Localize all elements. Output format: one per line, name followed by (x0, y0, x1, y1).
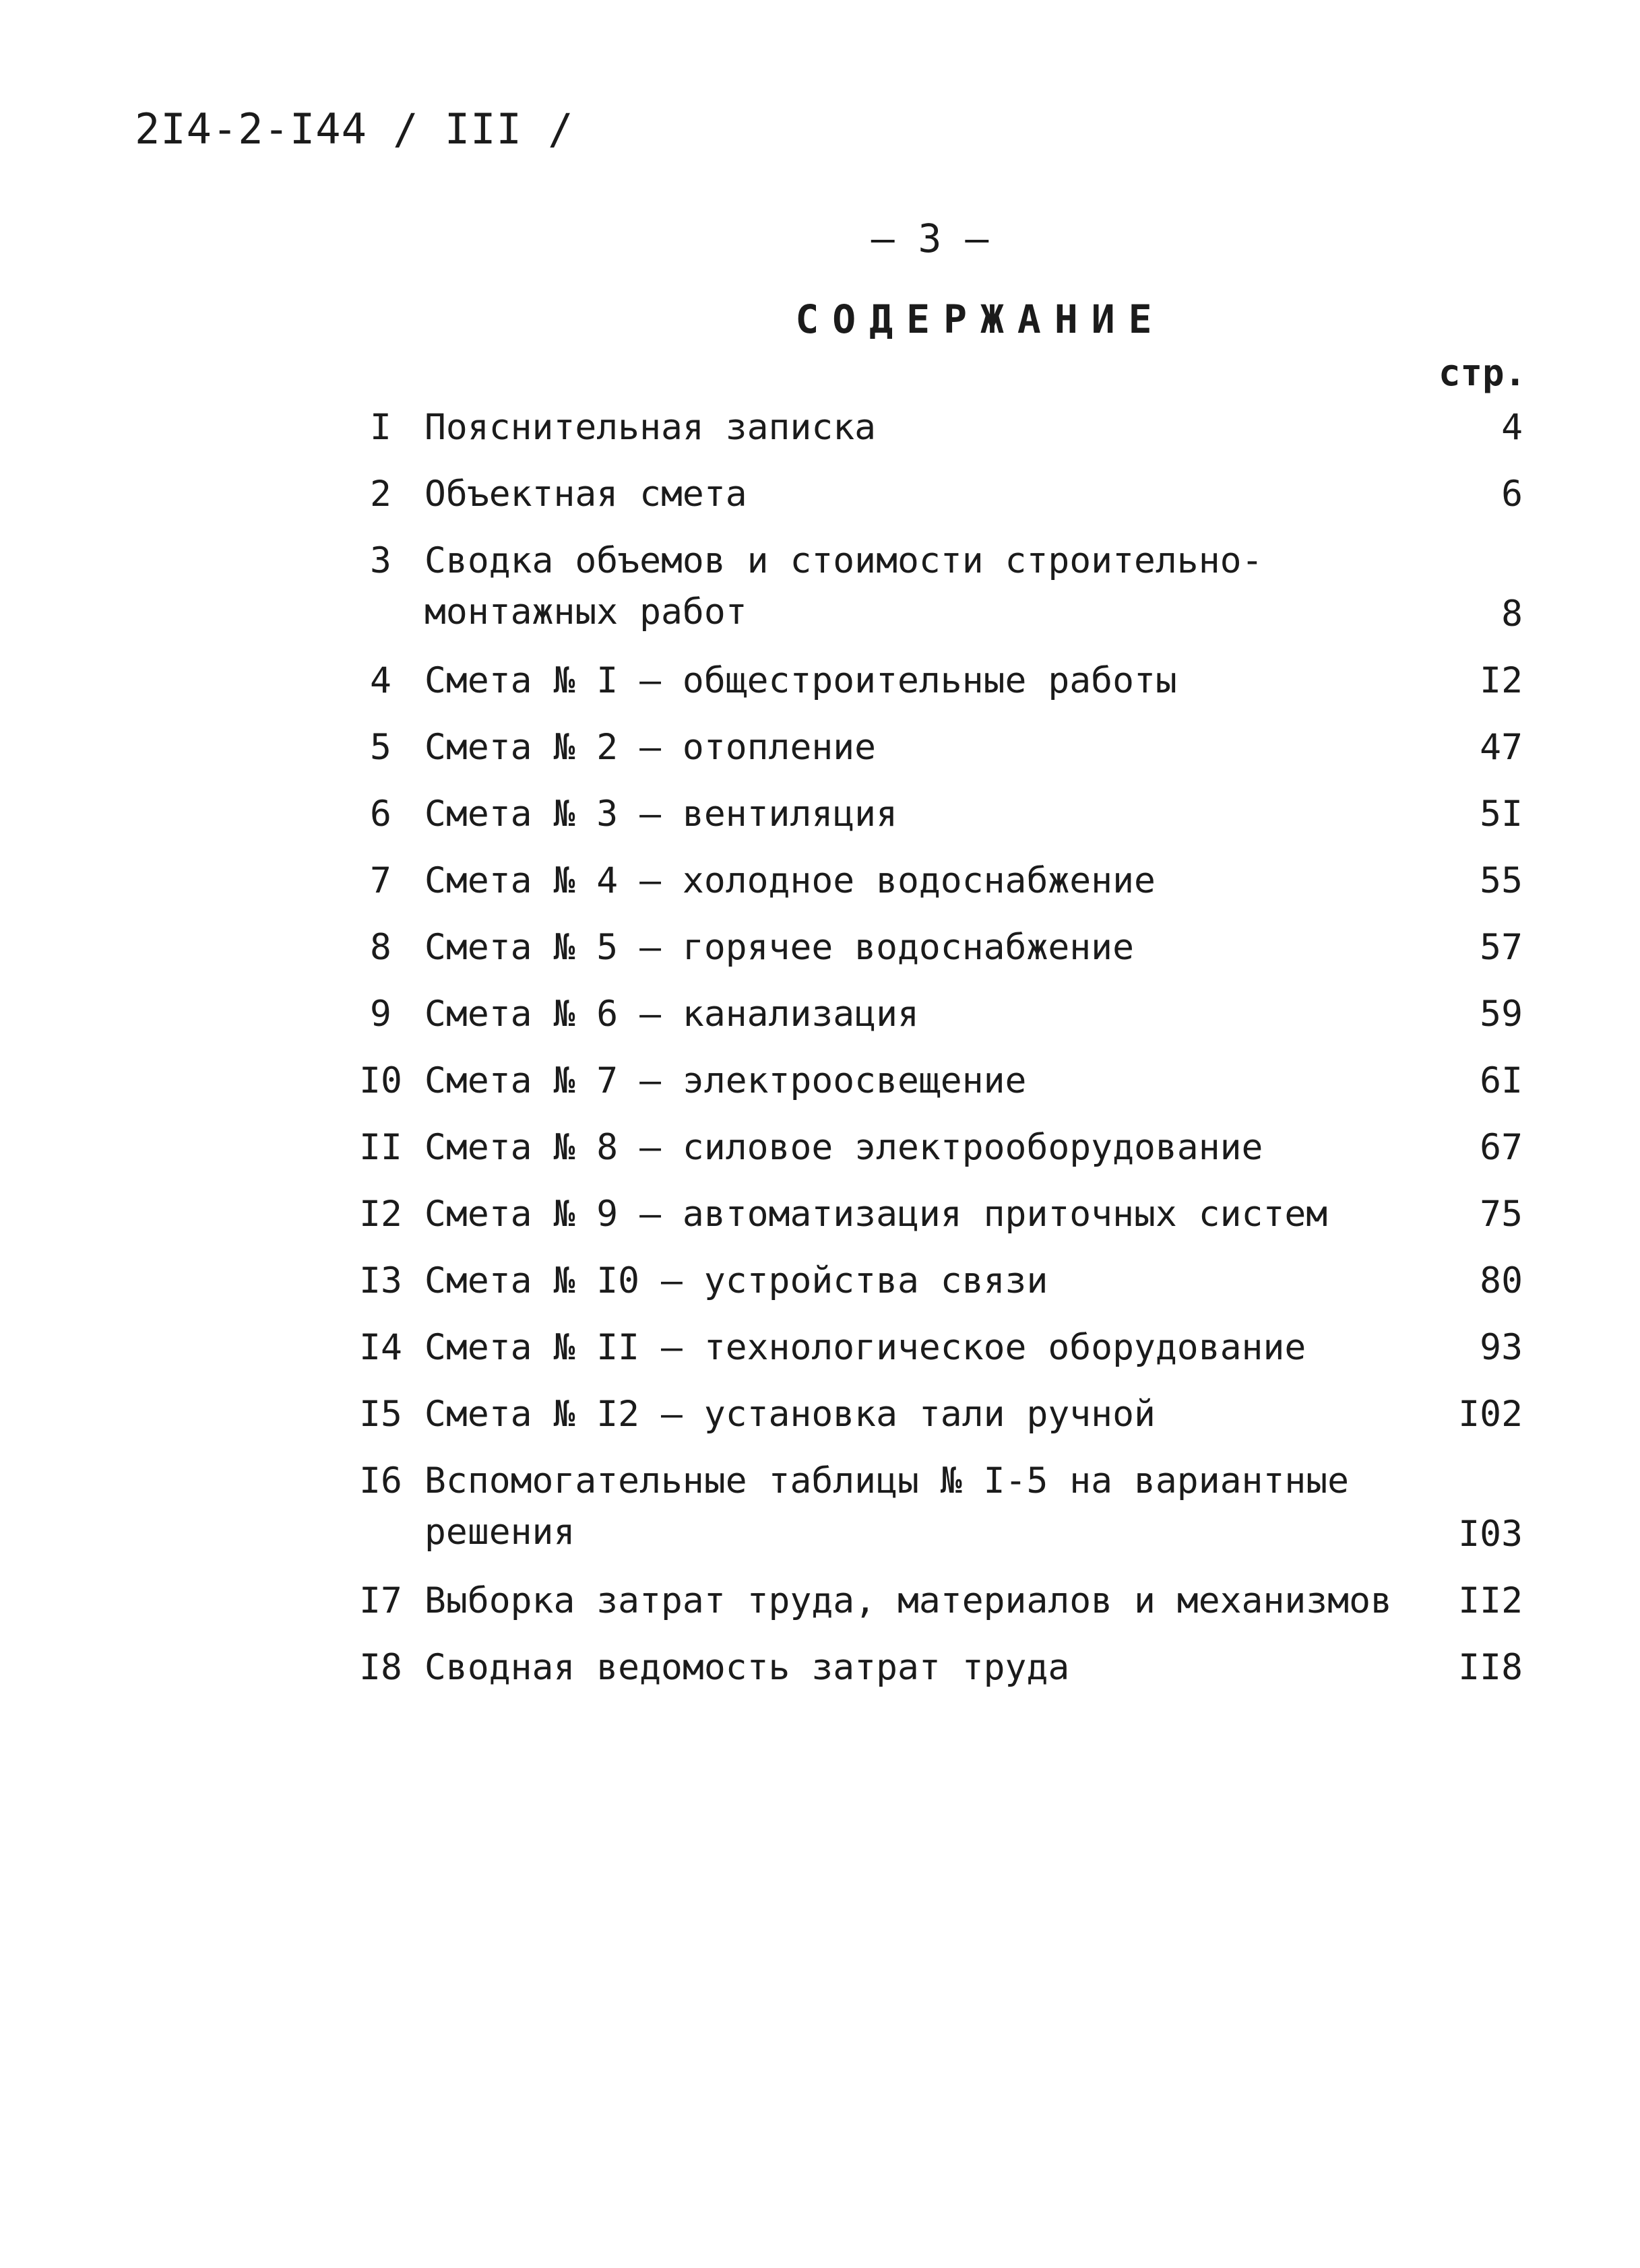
toc-entry-page: I2 (1480, 660, 1523, 701)
toc-entry-number: 6 (370, 793, 391, 835)
toc-entry-number: 4 (370, 660, 391, 701)
toc-entry (337, 1114, 1523, 1181)
toc-entry-title: Смета № I0 – устройства связи (424, 1260, 1048, 1301)
toc-entry-title: Смета № 2 – отопление (424, 727, 877, 768)
toc-entry-title: Смета № 4 – холодное водоснабжение (424, 860, 1156, 901)
toc-entry-number: I5 (359, 1394, 402, 1435)
toc-entry-title: Выборка затрат труда, материалов и механизмов (424, 1580, 1392, 1621)
toc-entry (337, 847, 1523, 914)
toc-entry-title: Смета № 8 – силовое электрооборудование (424, 1127, 1263, 1168)
toc-entry-page: 75 (1480, 1194, 1523, 1235)
toc-entry-number: II (359, 1127, 402, 1168)
toc-entry-number: I0 (359, 1060, 402, 1101)
toc-entry-title: Смета № II – технологическое оборудование (424, 1327, 1306, 1368)
toc-entry (337, 1248, 1523, 1314)
table-of-contents (337, 394, 1523, 1701)
toc-entry-page: 6I (1480, 1060, 1523, 1101)
toc-entry-title: Объектная смета (424, 474, 747, 515)
toc-title: СОДЕРЖАНИЕ (795, 296, 1166, 342)
toc-entry (337, 1448, 1523, 1567)
toc-entry (337, 647, 1523, 714)
toc-entry (337, 781, 1523, 847)
toc-entry-number: I8 (359, 1647, 402, 1688)
toc-entry-page: 55 (1480, 860, 1523, 901)
toc-entry-page: 8 (1501, 593, 1523, 635)
toc-entry (337, 981, 1523, 1047)
toc-entry-title: Пояснительная записка (424, 407, 877, 448)
toc-entry-title: Смета № 6 – канализация (424, 994, 919, 1035)
toc-entry (337, 1181, 1523, 1248)
toc-entry (337, 1381, 1523, 1448)
toc-entry-title: Вспомогательные таблицы № I-5 на вариантные решения (424, 1460, 1350, 1553)
toc-entry-number: 2 (370, 474, 391, 515)
page-number: – 3 – (871, 216, 989, 261)
toc-entry (337, 1567, 1523, 1634)
toc-entry-number: I7 (359, 1580, 402, 1621)
toc-entry-title: Смета № I2 – установка тали ручной (424, 1394, 1156, 1435)
toc-entry-title: Смета № 7 – электроосвещение (424, 1060, 1027, 1101)
toc-entry-page: 6 (1501, 474, 1523, 515)
toc-entry-page: 4 (1501, 407, 1523, 448)
toc-entry-page: 47 (1480, 727, 1523, 768)
toc-entry (337, 461, 1523, 527)
toc-entry-number: I3 (359, 1260, 402, 1301)
toc-entry (337, 914, 1523, 981)
toc-entry-number: 9 (370, 994, 391, 1035)
toc-entry (337, 1314, 1523, 1381)
toc-entry-title: Смета № 9 – автоматизация приточных систем (424, 1194, 1328, 1235)
toc-entry-title: Сводка объемов и стоимости строительно-монтажных работ (424, 540, 1263, 633)
toc-entry (337, 1634, 1523, 1701)
toc-entry-number: 7 (370, 860, 391, 901)
toc-entry-page: 59 (1480, 994, 1523, 1035)
toc-entry (337, 527, 1523, 647)
toc-entry (337, 1047, 1523, 1114)
toc-entry (337, 394, 1523, 461)
toc-entry-page: I03 (1458, 1514, 1523, 1555)
toc-entry-page: I02 (1458, 1394, 1523, 1435)
toc-entry-page: 5I (1480, 793, 1523, 835)
toc-entry-title: Смета № 5 – горячее водоснабжение (424, 927, 1134, 968)
toc-entry-page: II8 (1458, 1647, 1523, 1688)
toc-entry-title: Сводная ведомость затрат труда (424, 1647, 1070, 1688)
toc-entry-page: II2 (1458, 1580, 1523, 1621)
toc-entry-page: 67 (1480, 1127, 1523, 1168)
toc-entry-number: 5 (370, 727, 391, 768)
toc-entry-number: I (370, 407, 391, 448)
toc-entry-number: I2 (359, 1194, 402, 1235)
toc-entry-title: Смета № 3 – вентиляция (424, 793, 897, 835)
toc-entry-number: I6 (359, 1460, 402, 1501)
toc-entry (337, 714, 1523, 781)
toc-entry-number: 8 (370, 927, 391, 968)
toc-entry-page: 57 (1480, 927, 1523, 968)
toc-entry-page: 80 (1480, 1260, 1523, 1301)
toc-entry-number: 3 (370, 540, 391, 581)
page-column-header: стр. (1438, 352, 1527, 394)
toc-entry-page: 93 (1480, 1327, 1523, 1368)
toc-entry-title: Смета № I – общестроительные работы (424, 660, 1177, 701)
toc-entry-number: I4 (359, 1327, 402, 1368)
document-code: 2I4-2-I44 / III / (135, 104, 574, 154)
